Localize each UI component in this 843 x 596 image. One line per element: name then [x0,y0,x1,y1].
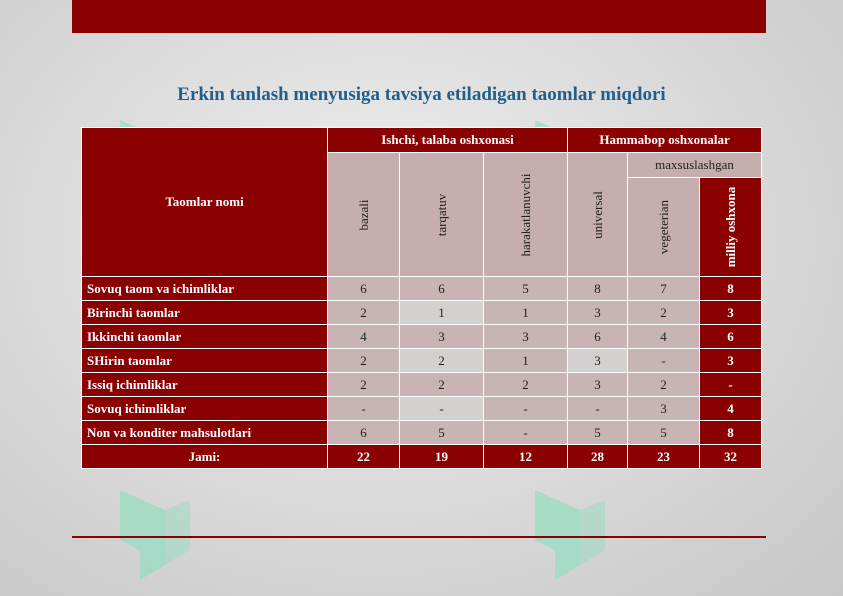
table-cell: 3 [484,325,568,349]
table-row [82,349,762,373]
page-title: Erkin tanlash menyusiga tavsiya etiladigan taomlar miqdori [177,84,666,105]
table-cell: - [400,397,484,421]
table-cell: 2 [400,373,484,397]
col-header-tarqatuv: tarqatuv [400,153,484,277]
total-row [82,445,762,469]
table-cell: 6 [328,277,400,301]
table-cell: - [484,397,568,421]
table-cell: 2 [400,349,484,373]
table-cell: 4 [328,325,400,349]
table-cell: 2 [328,301,400,325]
table-row [82,277,762,301]
table-cell: 3 [568,373,628,397]
table-cell: 8 [700,277,762,301]
table-cell: - [484,421,568,445]
group-header-worker: Ishchi, talaba oshxonasi [328,128,568,153]
table-cell: - [568,397,628,421]
table-cell: 2 [628,301,700,325]
row-label: Sovuq ichimliklar [82,397,328,421]
table-cell: 3 [568,301,628,325]
bottom-divider [72,536,766,538]
subgroup-header-maxsuslashgan: maxsuslashgan [628,153,762,178]
table-cell: 6 [700,325,762,349]
watermark-logo [520,480,610,590]
table-cell: 5 [568,421,628,445]
col-header-milliy: milliy oshxona [700,178,762,277]
group-header-public: Hammabop oshxonalar [568,128,762,153]
table-cell: 3 [568,349,628,373]
table-cell: - [328,397,400,421]
total-label: Jami: [82,445,328,469]
table-cell: 3 [628,397,700,421]
table-row [82,397,762,421]
table-cell: 8 [700,421,762,445]
total-cell: 19 [400,445,484,469]
table-cell: - [700,373,762,397]
table-cell: 4 [700,397,762,421]
table-cell: 2 [328,373,400,397]
col-header-name: Taomlar nomi [82,128,328,277]
col-header-universal: universal [568,153,628,277]
top-accent-bar [72,0,766,33]
table-row [82,301,762,325]
table-cell: 7 [628,277,700,301]
table-cell: 2 [484,373,568,397]
table-cell: 4 [628,325,700,349]
total-cell: 23 [628,445,700,469]
row-label: Birinchi taomlar [82,301,328,325]
total-cell: 12 [484,445,568,469]
table-cell: 5 [628,421,700,445]
table-cell: 1 [484,301,568,325]
table-cell: 5 [400,421,484,445]
table-cell: 3 [700,349,762,373]
col-header-harakatlanuvchi: harakatlanuvchi [484,153,568,277]
table-cell: 2 [328,349,400,373]
col-header-vegeterian: vegeterian [628,178,700,277]
menu-table [81,127,762,469]
table-cell: 3 [400,325,484,349]
row-label: SHirin taomlar [82,349,328,373]
table-cell: 2 [628,373,700,397]
row-label: Non va konditer mahsulotlari [82,421,328,445]
table-cell: 1 [400,301,484,325]
total-cell: 22 [328,445,400,469]
row-label: Ikkinchi taomlar [82,325,328,349]
total-cell: 28 [568,445,628,469]
table-cell: 6 [400,277,484,301]
table-row [82,373,762,397]
table-cell: 3 [700,301,762,325]
total-cell: 32 [700,445,762,469]
table-cell: 1 [484,349,568,373]
row-label: Issiq ichimliklar [82,373,328,397]
table-cell: - [628,349,700,373]
col-header-bazali: bazali [328,153,400,277]
table-cell: 6 [328,421,400,445]
watermark-logo [105,480,195,590]
table-row [82,421,762,445]
table-row [82,325,762,349]
table-cell: 8 [568,277,628,301]
table-cell: 6 [568,325,628,349]
table-cell: 5 [484,277,568,301]
row-label: Sovuq taom va ichimliklar [82,277,328,301]
